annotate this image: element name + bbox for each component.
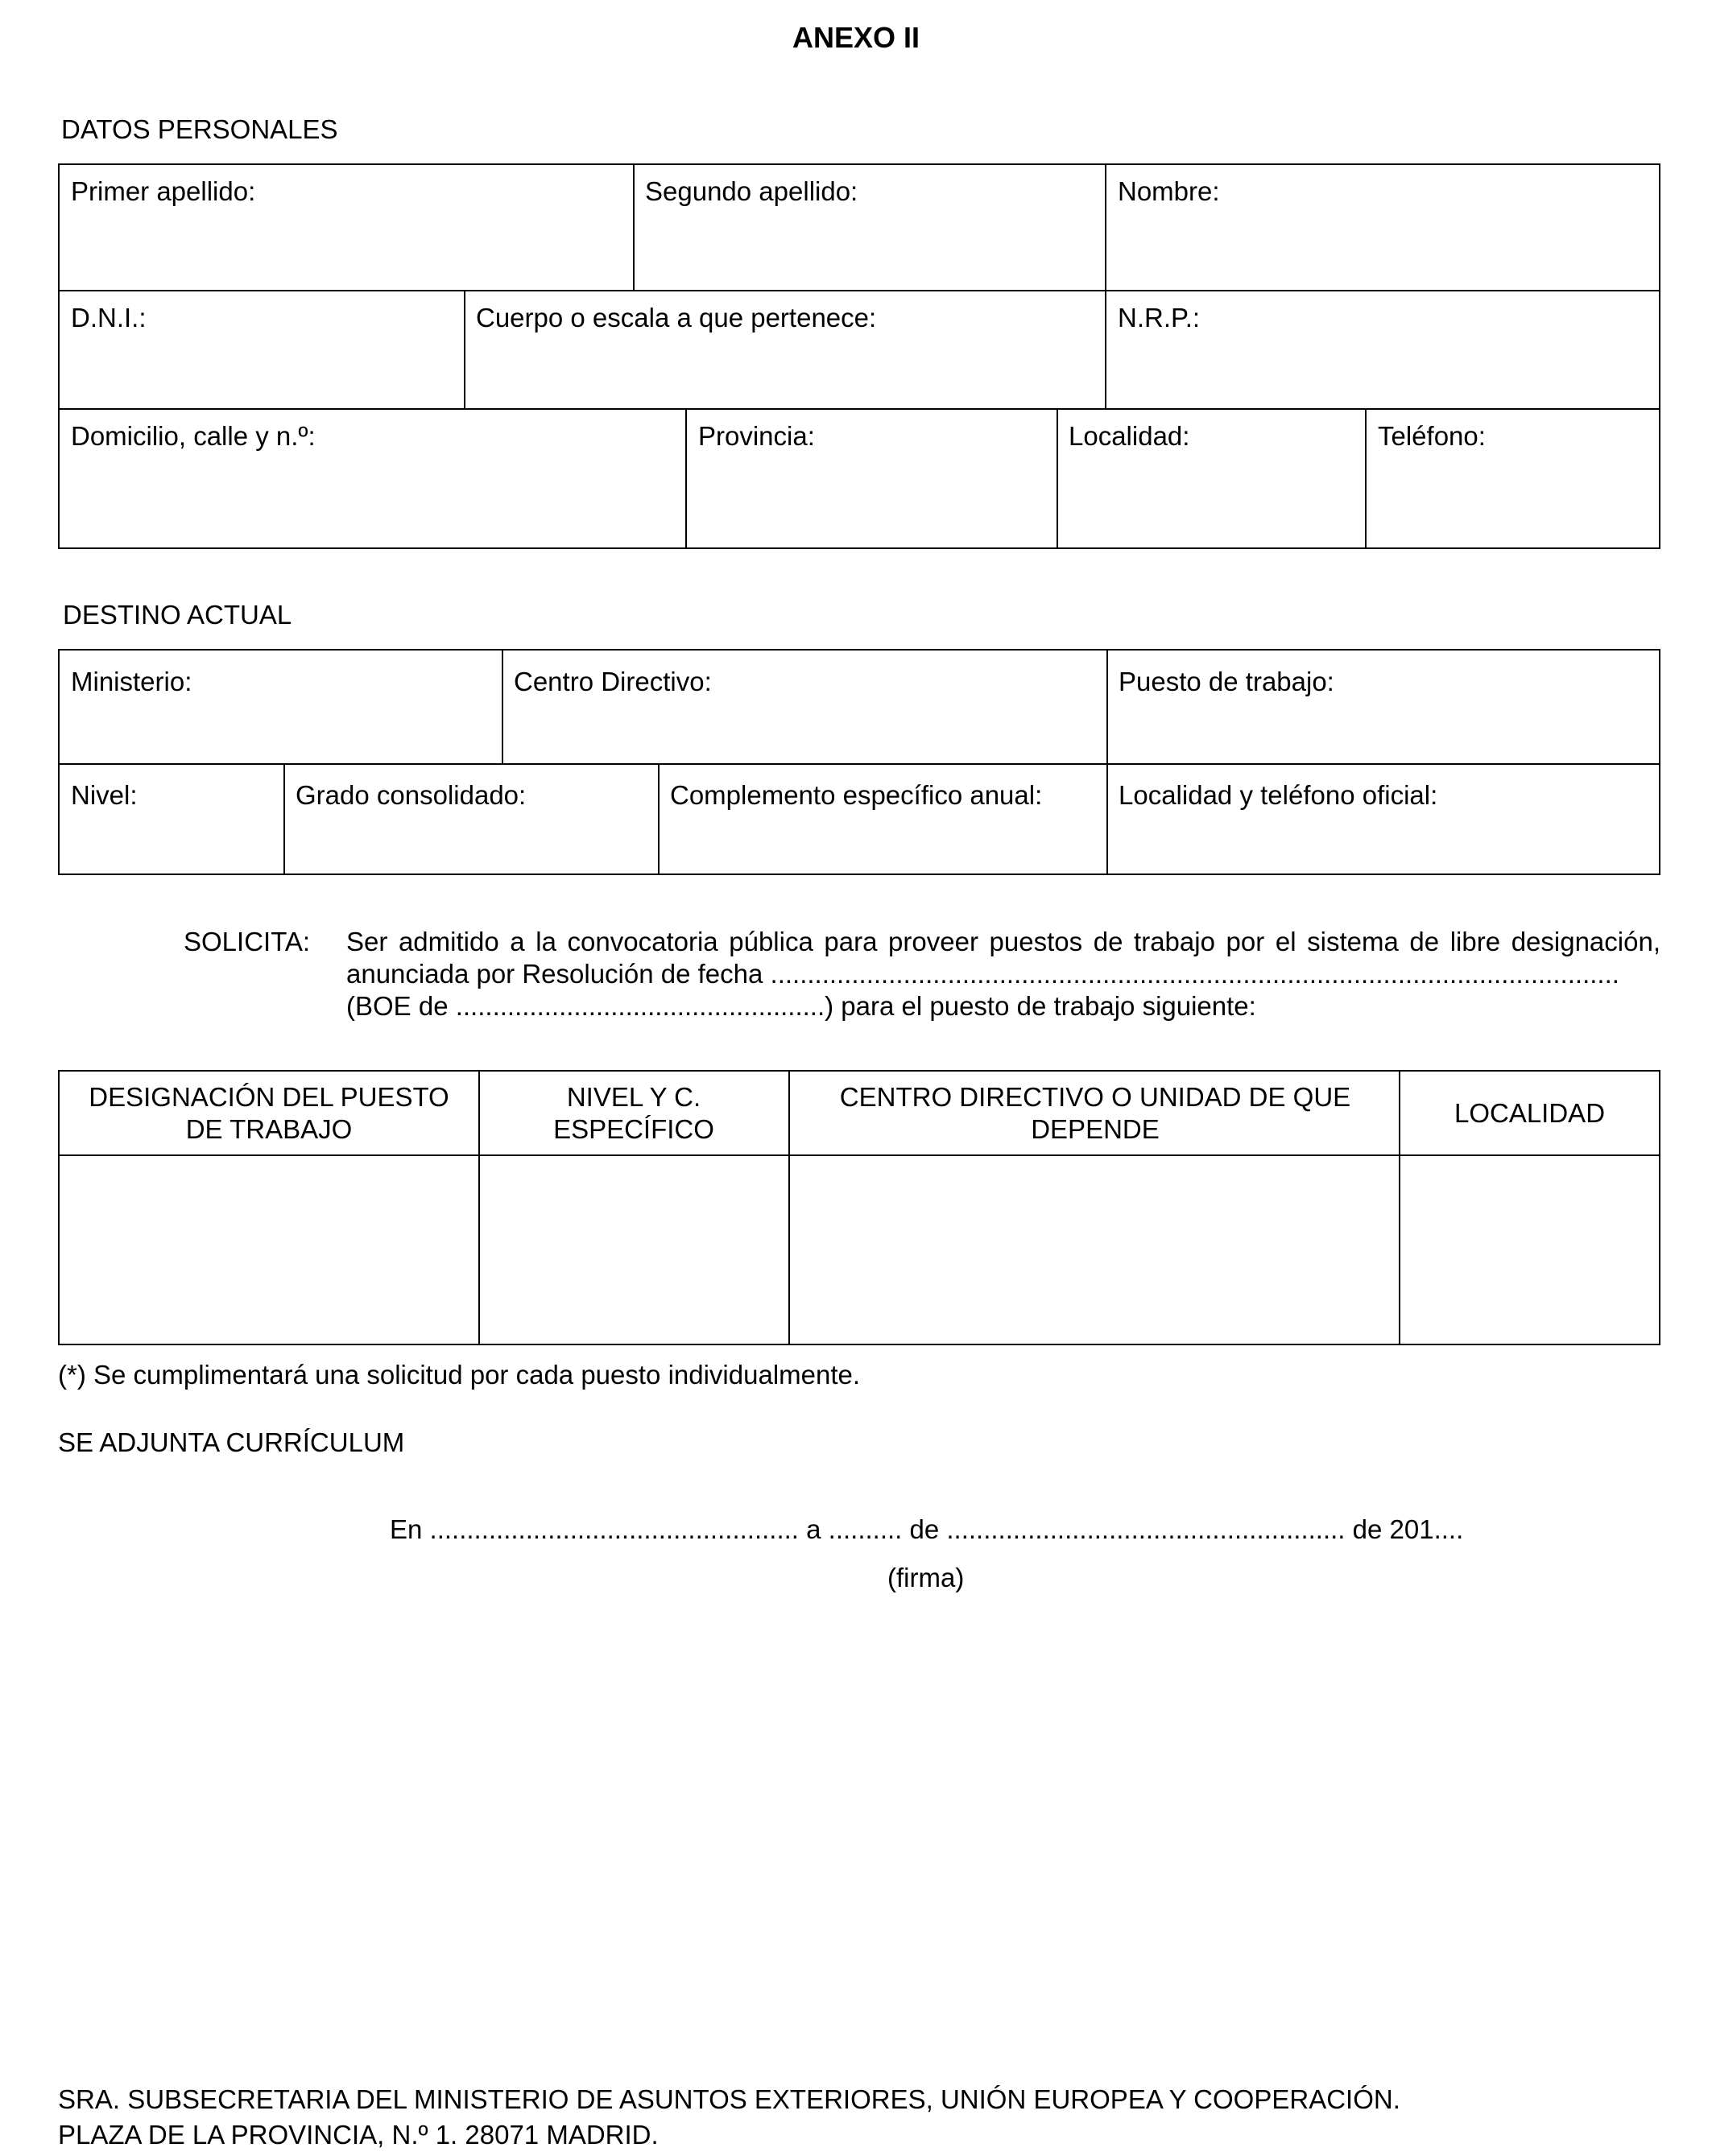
divider <box>502 649 503 763</box>
designacion-input-cell[interactable] <box>60 1156 478 1344</box>
table-header-localidad: LOCALIDAD <box>1454 1097 1606 1128</box>
divider <box>1106 763 1108 875</box>
addressee-line1: SRA. SUBSECRETARIA DEL MINISTERIO DE ASUNTOS EXTERIORES, UNIÓN EUROPEA Y COOPERACIÓN. <box>58 2084 1400 2114</box>
ministerio-field[interactable]: Ministerio: <box>71 667 192 696</box>
table-header-designacion: DESIGNACIÓN DEL PUESTO DE TRABAJO <box>89 1081 449 1144</box>
segundo-apellido-field[interactable]: Segundo apellido: <box>645 176 858 206</box>
domicilio-field[interactable]: Domicilio, calle y n.º: <box>71 421 316 451</box>
divider <box>58 408 1660 410</box>
divider <box>1105 163 1106 290</box>
divider <box>1057 408 1058 549</box>
dni-field[interactable]: D.N.I.: <box>71 303 147 332</box>
nivel-field[interactable]: Nivel: <box>71 780 138 810</box>
provincia-field[interactable]: Provincia: <box>698 421 815 451</box>
divider <box>58 763 1660 765</box>
localidad-input-cell[interactable] <box>1400 1156 1659 1344</box>
divider <box>1106 649 1108 763</box>
date-line: En .................................................. a .......... de ...................................................... de 201.... <box>390 1514 1464 1544</box>
table-header-nivel: NIVEL Y C. ESPECÍFICO <box>553 1081 714 1144</box>
divider <box>283 763 285 875</box>
nrp-field[interactable]: N.R.P.: <box>1118 303 1201 332</box>
puesto-trabajo-field[interactable]: Puesto de trabajo: <box>1119 667 1334 696</box>
divider <box>633 163 635 290</box>
solicita-text-line2: anunciada por Resolución de fecha ................................................................................................................... <box>346 959 1619 989</box>
divider <box>58 290 1660 291</box>
centro-directivo-field[interactable]: Centro Directivo: <box>514 667 712 696</box>
solicita-text-line1: Ser admitido a la convocatoria pública para proveer puestos de trabajo por el sistema de libre designación, <box>346 927 1660 956</box>
solicita-label: SOLICITA: <box>184 927 311 956</box>
destino-actual-form <box>58 649 1660 875</box>
table-header-centro-directivo: CENTRO DIRECTIVO O UNIDAD DE QUE DEPENDE <box>839 1081 1351 1144</box>
cuerpo-escala-field[interactable]: Cuerpo o escala a que pertenece: <box>476 303 877 332</box>
divider <box>685 408 687 549</box>
personal-data-heading: DATOS PERSONALES <box>61 114 338 144</box>
divider <box>464 290 465 408</box>
localidad-telefono-field[interactable]: Localidad y teléfono oficial: <box>1119 780 1438 810</box>
note-text: (*) Se cumplimentará una solicitud por cada puesto individualmente. <box>58 1360 861 1390</box>
document-title: ANEXO II <box>792 21 920 54</box>
primer-apellido-field[interactable]: Primer apellido: <box>71 176 256 206</box>
divider <box>658 763 660 875</box>
complemento-especifico-field[interactable]: Complemento específico anual: <box>670 780 1043 810</box>
divider <box>1365 408 1367 549</box>
addressee-line2: PLAZA DE LA PROVINCIA, N.º 1. 28071 MADRID. <box>58 2120 659 2150</box>
centro-directivo-input-cell[interactable] <box>790 1156 1399 1344</box>
grado-consolidado-field[interactable]: Grado consolidado: <box>296 780 527 810</box>
personal-data-form <box>58 163 1660 549</box>
adjunta-curriculum: SE ADJUNTA CURRÍCULUM <box>58 1427 405 1457</box>
signature-label: (firma) <box>887 1563 965 1592</box>
divider <box>1105 290 1106 408</box>
telefono-field[interactable]: Teléfono: <box>1378 421 1486 451</box>
destino-actual-heading: DESTINO ACTUAL <box>63 600 292 630</box>
localidad-field[interactable]: Localidad: <box>1069 421 1190 451</box>
nombre-field[interactable]: Nombre: <box>1118 176 1220 206</box>
solicita-text-line3: (BOE de ..................................................) para el puesto de trabajo siguiente: <box>346 991 1256 1021</box>
nivel-input-cell[interactable] <box>480 1156 788 1344</box>
